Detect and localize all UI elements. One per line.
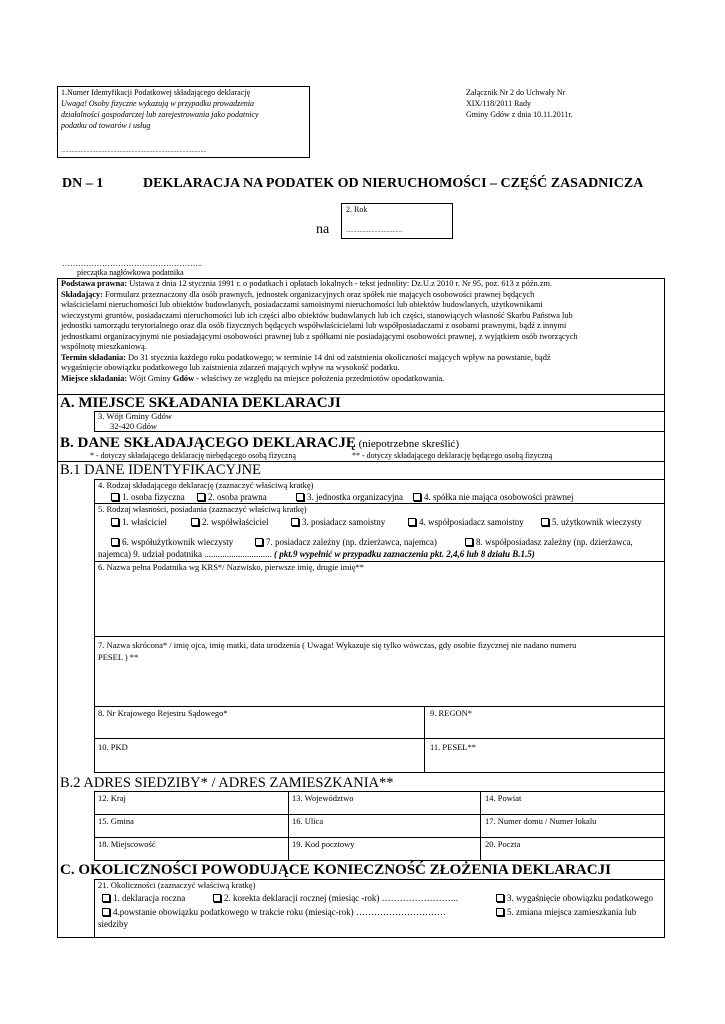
f4-option-3[interactable] bbox=[296, 492, 403, 503]
stamp-label: pieczątka nagłówkowa podatnika bbox=[77, 268, 184, 277]
f4-option-1-label: 1. osoba fizyczna bbox=[122, 492, 185, 502]
f5-line3 bbox=[98, 549, 535, 560]
f5-option-5[interactable] bbox=[541, 517, 642, 528]
field-16-label: 16. Ulica bbox=[292, 816, 324, 826]
nip-label: 1.Numer Identyfikacji Podatkowej składającego deklarację bbox=[61, 88, 251, 97]
section-b-heading-note: (niepotrzebne skreślić) bbox=[355, 438, 460, 450]
nip-note-line2: działalności gospodarczej lub zarejestrowania jako podatnicy bbox=[61, 110, 259, 119]
deadline-line1: Do 31 stycznia każdego roku podatkowego; w terminie 14 dni od zaistnienia okoliczności mających wpływ na powstanie, bądź bbox=[125, 352, 551, 362]
f4-option-3-label: 3. jednostka organizacyjna bbox=[307, 492, 404, 502]
field-11-label: 11. PESEL** bbox=[430, 742, 476, 752]
section-a-heading: A. MIEJSCE SKŁADANIA DEKLARACJI bbox=[60, 395, 341, 411]
f5-option-5-label: 5. użytkownik wieczysty bbox=[552, 517, 642, 527]
stamp-dots: …………………………………………….. bbox=[62, 259, 202, 268]
legal-block bbox=[61, 279, 661, 384]
filer-line5: jednostkami organizacyjnymi nie posiadającymi osobowości prawnej lub z spółkami nie posiadającymi osobowości prawnej, z wyjątkiem osób tworzących bbox=[61, 331, 578, 341]
deadline-label: Termin składania: bbox=[61, 352, 126, 362]
f4-option-2[interactable] bbox=[197, 492, 267, 503]
place-text-a: Wójt Gminy bbox=[127, 373, 173, 383]
filer-label: Składający: bbox=[61, 289, 103, 299]
filer-line2: właścicielami nieruchomości lub obiektów budowlanych, posiadaczami samoistnymi nieruchomości lub obiektów budowlanych, użytkownikami bbox=[61, 300, 543, 309]
taxpayer-share-note: ( pkt.9 wypełnić w przypadku zaznaczenia pkt. 2,4,6 lub 8 działu B.1.5) bbox=[271, 549, 535, 559]
f5-option-3-label: 3. posiadacz samoistny bbox=[302, 517, 386, 527]
circumstance-option-4-label: 4.powstanie obowiązku podatkowego w trakcie roku (miesiąc-rok) ………………………… bbox=[113, 907, 446, 917]
place-text-c: - właściwy ze względu na miejsce położenia przedmiotów opodatkowania. bbox=[194, 373, 445, 383]
f5-option-1-label: 1. właściciel bbox=[122, 517, 167, 527]
circumstance-option-2-label: 2. korekta deklaracji rocznej (miesiąc -rok) …………………….. bbox=[224, 893, 459, 903]
f5-option-4-label: 4. współposiadacz samoistny bbox=[419, 517, 524, 527]
form-code: DN – 1 bbox=[62, 176, 104, 191]
basis-label: Podstawa prawna: bbox=[61, 279, 128, 288]
attachment-line2: XIX/118/2011 Rady bbox=[466, 99, 531, 108]
f4-option-4-label: 4. spółka nie mająca osobowości prawnej bbox=[424, 492, 574, 502]
year-prefix: na bbox=[316, 222, 330, 237]
f4-option-4[interactable] bbox=[413, 492, 573, 503]
circumstance-option-3[interactable] bbox=[496, 893, 653, 904]
f5-option-7-label: 7. posiadacz zależny (np. dzierżawca, najemca) bbox=[266, 537, 437, 547]
circumstance-option-1[interactable] bbox=[102, 893, 185, 904]
field-10-cell[interactable] bbox=[94, 738, 425, 773]
form-title: DEKLARACJA NA PODATEK OD NIERUCHOMOŚCI – CZĘŚĆ ZASADNICZA bbox=[143, 176, 644, 191]
checkbox-icon[interactable] bbox=[197, 493, 205, 501]
place-label: Miejsce składania: bbox=[61, 373, 128, 383]
f4-option-1[interactable] bbox=[111, 492, 185, 503]
filer-line4: jednostki samorządu terytorialnego oraz dla osób fizycznych będących współwłaścicielami lub współposiadaczami z osobami prawnymi, bądź z innymi bbox=[61, 321, 567, 330]
field-3-cell[interactable] bbox=[94, 411, 665, 432]
section-b-heading: B. DANE SKŁADAJĄCEGO DEKLARACJĘ bbox=[60, 435, 356, 451]
filer-line1: Formularz przeznaczony dla osób prawnych, jednostek organizacyjnych oraz spółek nie mających osobowości prawnej będących bbox=[102, 289, 535, 299]
section-b1-heading: B.1 DANE IDENTYFIKACYJNE bbox=[60, 462, 261, 478]
filer-line3: wieczystymi gruntów, posiadaczami nieruchomości lub ich części albo obiektów budowlanych lub ich części, stanowiących własność Skarbu Państwa lub bbox=[61, 310, 573, 320]
f5-option-2[interactable] bbox=[191, 517, 269, 528]
checkbox-icon[interactable] bbox=[111, 538, 119, 546]
basis-text: Ustawa z dnia 12 stycznia 1991 r. o podatkach i opłatach lokalnych - tekst jednolity: Dz.U.z 2010 r. Nr 95, poz. 613 z późn.zm. bbox=[127, 279, 553, 288]
checkbox-icon[interactable] bbox=[102, 894, 110, 902]
checkbox-icon[interactable] bbox=[191, 518, 199, 526]
checkbox-icon[interactable] bbox=[496, 894, 504, 902]
section-b-note-right: ** - dotyczy składającego deklarację będącego osobą fizyczną bbox=[352, 451, 553, 460]
f5-option-1[interactable] bbox=[111, 517, 167, 528]
section-b2-heading: B.2 ADRES SIEDZIBY* / ADRES ZAMIESZKANIA** bbox=[60, 775, 394, 791]
field-21-label: 21. Okoliczności (zaznaczyć właściwą kratkę) bbox=[98, 880, 256, 890]
deadline-line2: wygaśnięcie obowiązku podatkowego lub zaistnienia zdarzeń mających wpływ na wysokość podatku. bbox=[61, 363, 400, 372]
field-18-label: 18. Miejscowość bbox=[98, 839, 156, 849]
field-8-label: 8. Nr Krajowego Rejestru Sądowego* bbox=[98, 708, 228, 718]
field-4-label: 4. Rodzaj składającego deklarację (zaznaczyć właściwą kratkę) bbox=[98, 480, 314, 490]
field-3-label: 3. Wójt Gminy Gdów bbox=[98, 411, 172, 421]
field-6-label: 6. Nazwa pełna Podatnika wg KRS*/ Nazwisko, pierwsze imię, drugie imię** bbox=[98, 562, 365, 572]
f5-option-6[interactable] bbox=[111, 537, 233, 548]
circumstance-option-4[interactable] bbox=[102, 907, 446, 918]
nip-dots: ................................................................................................. bbox=[61, 148, 207, 154]
checkbox-icon[interactable] bbox=[111, 493, 119, 501]
field-17-label: 17. Numer domu / Numer lokalu bbox=[485, 816, 597, 826]
field-15-label: 15. Gmina bbox=[98, 816, 134, 826]
field-12-label: 12. Kraj bbox=[98, 793, 126, 803]
f5-option-7[interactable] bbox=[255, 537, 437, 548]
year-dots: ...................................... bbox=[346, 228, 403, 234]
f5-option-2-label: 2. współwłaściciel bbox=[202, 517, 269, 527]
checkbox-icon[interactable] bbox=[465, 538, 473, 546]
field-3-value: 32-420 Gdów bbox=[110, 421, 157, 431]
section-b-note-left: * - dotyczy składającego deklarację niebędącego osobą fizyczną bbox=[90, 451, 296, 460]
checkbox-icon[interactable] bbox=[296, 493, 304, 501]
checkbox-icon[interactable] bbox=[496, 908, 504, 916]
checkbox-icon[interactable] bbox=[408, 518, 416, 526]
filer-line6: wspólnotę mieszkaniową. bbox=[61, 342, 147, 351]
checkbox-icon[interactable] bbox=[291, 518, 299, 526]
attachment-line3: Gminy Gdów z dnia 10.11.2011r. bbox=[466, 110, 573, 119]
field-19-label: 19. Kod pocztowy bbox=[292, 839, 355, 849]
circumstance-option-1-label: 1. deklaracja roczna bbox=[113, 893, 186, 903]
section-c-heading: C. OKOLICZNOŚCI POWODUJĄCE KONIECZNOŚĆ ZŁOŻENIA DEKLARACJI bbox=[60, 862, 611, 878]
checkbox-icon[interactable] bbox=[413, 493, 421, 501]
checkbox-icon[interactable] bbox=[102, 908, 110, 916]
checkbox-icon[interactable] bbox=[111, 518, 119, 526]
field-9-label: 9. REGON* bbox=[430, 708, 473, 718]
circumstance-option-2[interactable] bbox=[213, 893, 458, 904]
f5-option-4[interactable] bbox=[408, 517, 524, 528]
taxpayer-share-field[interactable]: najemca) 9. udział podatnika .............................. bbox=[98, 549, 272, 559]
circumstance-option-5[interactable] bbox=[496, 907, 636, 918]
attachment-line1: Załącznik Nr 2 do Uchwały Nr bbox=[466, 88, 566, 97]
circumstance-option-3-label: 3. wygaśnięcie obowiązku podatkowego bbox=[507, 893, 653, 903]
nip-note-line1: Uwaga! Osoby fizyczne wykazują w przypadku prowadzenia bbox=[61, 99, 255, 108]
nip-note-line3: podatku od towarów i usług bbox=[61, 121, 151, 130]
year-label: 2. Rok bbox=[346, 205, 368, 214]
field-5-label: 5. Rodzaj własności, posiadania (zaznaczyć właściwą kratkę) bbox=[98, 504, 307, 514]
field-14-label: 14. Powiat bbox=[485, 793, 522, 803]
checkbox-icon[interactable] bbox=[255, 538, 263, 546]
f4-option-2-label: 2. osoba prawna bbox=[208, 492, 267, 502]
field-7-label-line1: 7. Nazwa skrócona* / imię ojca, imię matki, data urodzenia ( Uwaga! Wykazuje się tylko wówczas, gdy osobie fizycznej nie nadano numeru bbox=[98, 640, 577, 650]
field-10-label: 10. PKD bbox=[98, 742, 128, 752]
circumstance-option-5-label-line2: siedziby bbox=[98, 919, 128, 929]
checkbox-icon[interactable] bbox=[213, 894, 221, 902]
field-7-label-line2: PESEL ) ** bbox=[98, 652, 139, 662]
field-13-label: 13. Województwo bbox=[292, 793, 354, 803]
f5-option-3[interactable] bbox=[291, 517, 385, 528]
f5-option-6-label: 6. współużytkownik wieczysty bbox=[122, 537, 234, 547]
place-text-b: Gdów bbox=[172, 373, 195, 383]
circumstance-option-5-label: 5. zmiana miejsca zamieszkania lub bbox=[507, 907, 637, 917]
f5-option-8-label: 8. współposiadasz zależny (np. dzierżawca, bbox=[476, 537, 633, 547]
checkbox-icon[interactable] bbox=[541, 518, 549, 526]
f5-option-8[interactable] bbox=[465, 537, 633, 548]
field-20-label: 20. Poczta bbox=[485, 839, 521, 849]
